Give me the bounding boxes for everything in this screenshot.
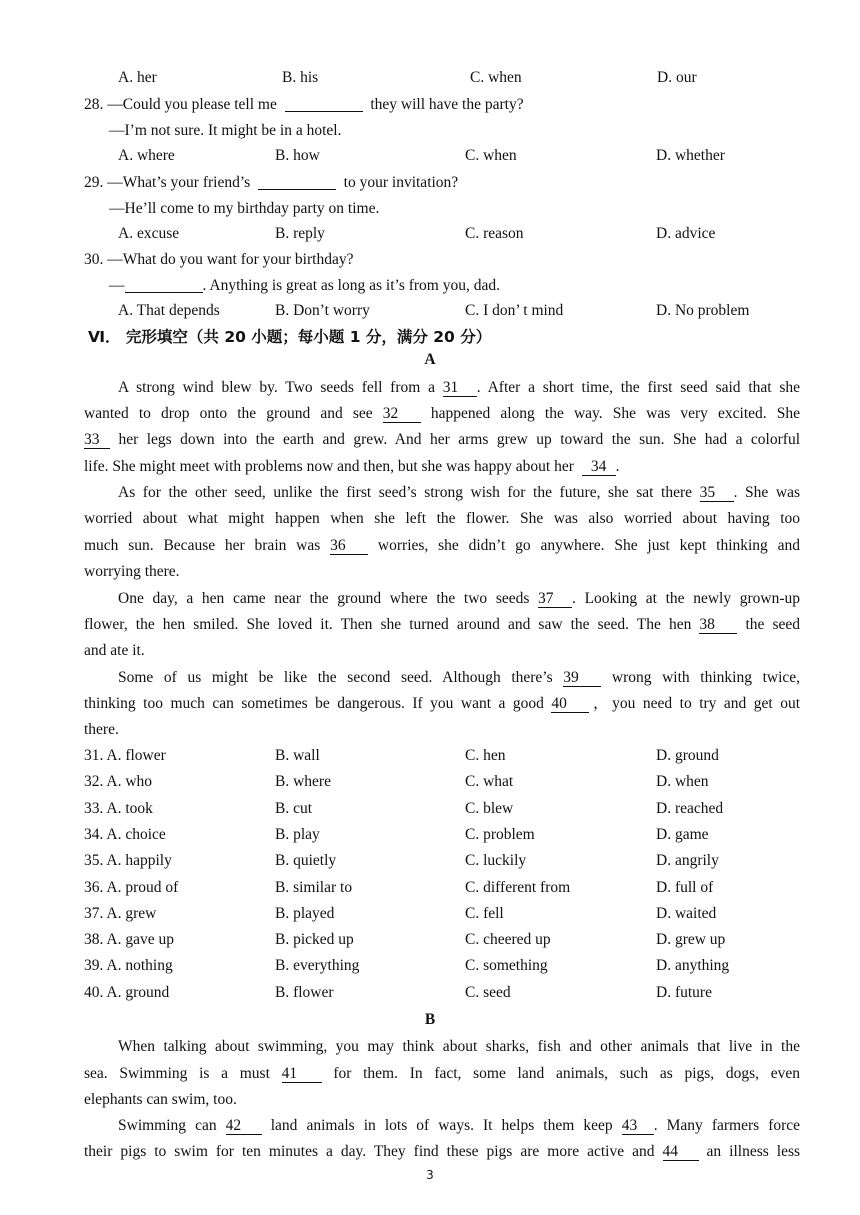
passage-b-line: elephants can swim, too.	[84, 1091, 237, 1108]
passage-a-line: One day, a hen came near the ground where the two seeds 37 . Looking at the newly grown-up	[118, 590, 800, 607]
option-36-a: 36. A. proud of	[84, 878, 179, 896]
option-32-a: 32. A. who	[84, 773, 153, 791]
option-37-a: 37. A. grew	[84, 904, 157, 922]
option-38-a: 38. A. gave up	[84, 931, 174, 949]
option-35-a: 35. A. happily	[84, 852, 172, 870]
q28-reply: —I’m not sure. It might be in a hotel.	[109, 122, 342, 139]
option-32-b: B. where	[275, 773, 331, 791]
passage-a-line: flower, the hen smiled. She loved it. Then she turned around and saw the seed. The hen 38 the seed	[84, 616, 801, 633]
blank-42: 42	[226, 1118, 262, 1135]
passage-a-line: thinking too much can sometimes be dangerous. If you want a good 40 ，you need to try and get out	[84, 695, 801, 712]
blank-40: 40	[551, 696, 589, 713]
q28-blank	[285, 96, 363, 112]
blank-31: 31	[443, 380, 477, 397]
passage-b-line: When talking about swimming, you may think about sharks, fish and other animals that live in the	[118, 1038, 800, 1055]
passage-a-line: worrying there.	[84, 563, 180, 580]
passage-a-line: A strong wind blew by. Two seeds fell from a 31 . After a short time, the first seed said that she	[118, 379, 801, 396]
q30-option-d: D. No problem	[656, 302, 750, 319]
option-35-c: C. luckily	[465, 852, 527, 870]
passage-a-line: and ate it.	[84, 642, 145, 659]
option-36-b: B. similar to	[275, 878, 353, 896]
page-number: 3	[426, 1168, 434, 1182]
passage-a-line: 33 her legs down into the earth and grew. And her arms grew up toward the sun. She had a colorful	[84, 431, 800, 448]
blank-33: 33	[84, 432, 110, 449]
option-32-c: C. what	[465, 773, 514, 791]
q28-option-a: A. where	[118, 147, 175, 164]
passage-a-line: Some of us might be like the second seed. Although there’s 39 wrong with thinking twice,	[118, 669, 801, 686]
blank-41: 41	[282, 1066, 322, 1083]
option-38-d: D. grew up	[656, 931, 726, 949]
option-34-c: C. problem	[465, 825, 535, 843]
blank-37: 37	[538, 591, 572, 608]
option-33-b: B. cut	[275, 799, 313, 817]
q29-option-a: A. excuse	[118, 225, 180, 242]
passage-b-line: their pigs to swim for ten minutes a day. They find these pigs are more active and 44 an illness less	[84, 1143, 801, 1160]
q30-option-c: C. I don’ t mind	[465, 302, 564, 319]
blank-35: 35	[700, 485, 734, 502]
blank-36: 36	[330, 538, 368, 555]
option-32-d: D. when	[656, 773, 709, 791]
passage-a-line: worried about what might happen when she left the flower. She was also worried about having too	[84, 510, 800, 527]
q29-blank	[258, 174, 336, 190]
option-31-d: D. ground	[656, 747, 719, 764]
q30-reply: — . Anything is great as long as it’s from you, dad.	[109, 277, 500, 294]
q29-option-c: C. reason	[465, 225, 524, 242]
option-40-d: D. future	[656, 983, 712, 1001]
option-40-b: B. flower	[275, 983, 334, 1001]
passage-a-title: A	[424, 351, 436, 368]
passage-b-line: Swimming can 42 land animals in lots of ways. It helps them keep 43 . Many farmers force	[118, 1117, 801, 1134]
blank-43: 43	[622, 1118, 654, 1135]
option-35-b: B. quietly	[275, 852, 337, 870]
section-6-heading: Ⅵ． 完形填空（共 20 小题；每小题 1 分，满分 20 分）	[88, 328, 492, 346]
option-37-b: B. played	[275, 904, 335, 922]
option-40-c: C. seed	[465, 983, 511, 1001]
option-37-c: C. fell	[465, 904, 504, 922]
option-39-a: 39. A. nothing	[84, 957, 173, 975]
option-36-d: D. full of	[656, 878, 714, 896]
blank-38: 38	[699, 617, 737, 634]
blank-34: 34	[582, 459, 616, 476]
option-33-c: C. blew	[465, 799, 514, 817]
option-34-d: D. game	[656, 825, 709, 843]
option-31-a: 31. A. flower	[84, 747, 166, 764]
option-34-b: B. play	[275, 825, 320, 843]
passage-a-line: As for the other seed, unlike the first seed’s strong wish for the future, she sat there 35 . She was	[118, 484, 800, 501]
blank-32: 32	[383, 406, 421, 423]
q30-blank	[125, 277, 203, 293]
option-39-b: B. everything	[275, 957, 360, 975]
passage-a-line: there.	[84, 721, 119, 738]
blank-44: 44	[663, 1144, 699, 1161]
option-39-d: D. anything	[656, 957, 730, 975]
passage-b-title: B	[424, 1011, 436, 1028]
option-37-d: D. waited	[656, 904, 717, 922]
option-33-d: D. reached	[656, 799, 724, 817]
q28-option-c: C. when	[465, 147, 517, 164]
q30-question: 30. —What do you want for your birthday?	[84, 251, 354, 268]
blank-39: 39	[563, 670, 601, 687]
q30-option-b: B. Don’t worry	[275, 302, 370, 319]
q29-option-b: B. reply	[275, 225, 325, 242]
option-38-b: B. picked up	[275, 931, 354, 949]
option-34-a: 34. A. choice	[84, 825, 166, 843]
option-31-c: C. hen	[465, 747, 506, 764]
option-39-c: C. something	[465, 957, 548, 975]
q27-option-b: B. his	[282, 69, 319, 86]
option-35-d: D. angrily	[656, 852, 719, 870]
passage-b-line: sea. Swimming is a must 41 for them. In fact, some land animals, such as pigs, dogs, even	[84, 1065, 801, 1082]
passage-a-line: life. She might meet with problems now and then, but she was happy about her 34 .	[84, 458, 620, 475]
option-38-c: C. cheered up	[465, 931, 551, 949]
q27-option-d: D. our	[657, 69, 697, 86]
option-33-a: 33. A. took	[84, 799, 153, 817]
q28-option-d: D. whether	[656, 147, 725, 164]
q28-question: 28. —Could you please tell me they will have the party?	[84, 96, 524, 113]
q29-question: 29. —What’s your friend’s to your invitation?	[84, 174, 459, 191]
q28-option-b: B. how	[275, 147, 320, 164]
q30-option-a: A. That depends	[118, 302, 220, 319]
option-31-b: B. wall	[275, 747, 320, 764]
q27-option-a: A. her	[118, 69, 157, 86]
passage-a-line: much sun. Because her brain was 36 worries, she didn’t go anywhere. She just kept thinking and	[84, 537, 800, 554]
option-40-a: 40. A. ground	[84, 983, 170, 1001]
option-36-c: C. different from	[465, 878, 571, 896]
q27-option-c: C. when	[470, 69, 522, 86]
passage-a-line: wanted to drop onto the ground and see 32 happened along the way. She was very excited. She	[84, 405, 801, 422]
q29-option-d: D. advice	[656, 225, 716, 242]
q29-reply: —He’ll come to my birthday party on time.	[109, 200, 380, 217]
